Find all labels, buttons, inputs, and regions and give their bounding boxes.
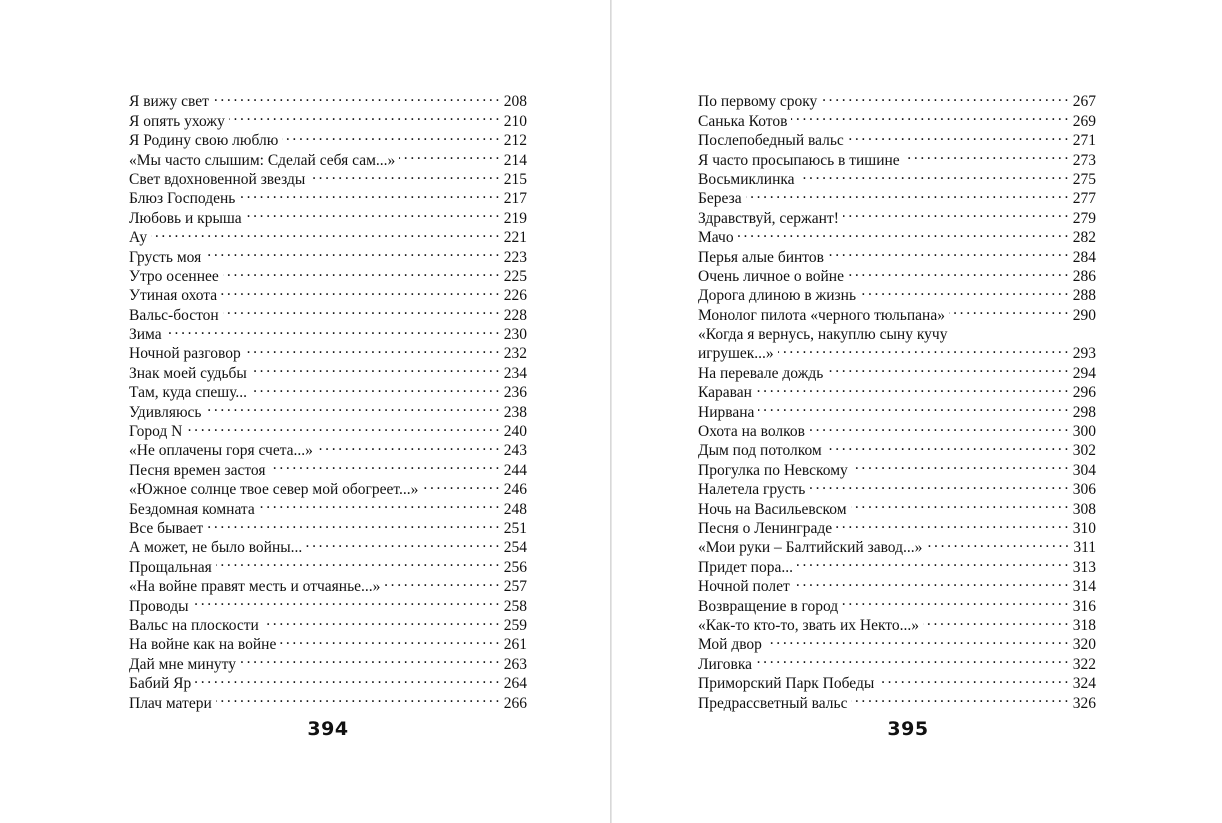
toc-entry (698, 242, 1096, 266)
toc-entry-title: Ночной полет (698, 578, 790, 596)
toc-entry-page: 324 (1072, 675, 1096, 693)
dot-leader (422, 475, 498, 494)
toc-entry-page: 314 (1072, 578, 1096, 596)
toc-entry-title: На перевале дождь (698, 364, 824, 382)
toc-entry-title: «Не оплачены горя счета...» (129, 442, 313, 460)
toc-entry-page: 228 (503, 306, 527, 324)
dot-leader (878, 669, 1067, 688)
dot-leader (949, 300, 1068, 319)
dot-leader (826, 436, 1068, 455)
toc-entry-title: Утро осеннее (129, 267, 219, 285)
toc-entry-title: Очень личное о войне (698, 267, 844, 285)
dot-leader (799, 165, 1068, 184)
dot-leader (263, 611, 499, 630)
toc-entry-page: 258 (503, 597, 527, 615)
toc-entry-title: Любовь и крыша (129, 209, 242, 227)
toc-entry-page: 240 (503, 423, 527, 441)
dot-leader (738, 223, 1068, 242)
toc-entry-page: 298 (1072, 403, 1096, 421)
toc-entry-title: Нирвана (698, 403, 755, 421)
dot-leader (306, 533, 498, 552)
toc-entry (698, 669, 1096, 693)
toc-entry-title: Ночной разговор (129, 345, 241, 363)
toc-entry-title: Песня времен застоя (129, 461, 266, 479)
toc-entry-page: 275 (1072, 170, 1096, 188)
dot-leader (246, 203, 499, 222)
toc-entry-title: Утиная охота (129, 287, 218, 305)
toc-entry (698, 184, 1096, 208)
toc-entry-title: Грусть моя (129, 248, 202, 266)
toc-entry-page: 300 (1072, 423, 1096, 441)
toc-entry-page: 267 (1072, 93, 1096, 111)
right-page (611, 0, 1222, 823)
dot-leader (223, 300, 499, 319)
page-number-left: 394 (307, 718, 349, 740)
dot-leader (851, 688, 1067, 707)
dot-leader (923, 611, 1068, 630)
dot-leader (848, 126, 1068, 145)
toc-entry-title: «Южное солнце твое север мой обогреет...» (129, 481, 419, 499)
dot-leader (836, 514, 1068, 533)
toc-entry-title: «Мы часто слышим: Сделай себя сам...» (129, 151, 396, 169)
toc-entry-page: 308 (1072, 500, 1096, 518)
dot-leader (259, 494, 499, 513)
toc-entry-page: 248 (503, 500, 527, 518)
toc-entry-title: Все бывает (129, 519, 204, 537)
toc-entry-title: Послепобедный вальс (698, 132, 844, 150)
toc-entry-title: Я Родину свою люблю (129, 132, 279, 150)
toc-entry-title: Ау (129, 229, 148, 247)
toc-entry-title: Бабий Яр (129, 675, 192, 693)
toc-entry-title: Вальс-бостон (129, 306, 219, 324)
dot-leader (758, 397, 1067, 416)
toc-entry-title: «Как-то кто-то, звать их Некто...» (698, 616, 919, 634)
dot-leader (186, 417, 498, 436)
toc-entry-page: 254 (503, 539, 527, 557)
dot-leader (280, 630, 498, 649)
toc-entry-page: 293 (1072, 345, 1096, 363)
dot-leader (166, 320, 499, 339)
dot-leader (828, 242, 1068, 261)
toc-entry-title: Блюз Господень (129, 190, 236, 208)
toc-entry-page: 259 (503, 616, 527, 634)
dot-leader (282, 126, 498, 145)
dot-leader (951, 320, 1091, 339)
toc-entry-page: 257 (503, 578, 527, 596)
toc-entry-page: 322 (1072, 655, 1096, 673)
dot-leader (809, 417, 1068, 436)
toc-entry-page: 230 (503, 326, 527, 344)
toc-entry-page: 238 (503, 403, 527, 421)
dot-leader (251, 358, 499, 377)
toc-entry-title: «Мои руки – Балтийский завод...» (698, 539, 923, 557)
toc-entry-page: 290 (1072, 306, 1096, 324)
toc-entry-title: Мой двор (698, 636, 762, 654)
toc-entry-title: Плач матери (129, 694, 212, 712)
toc-entry-page: 310 (1072, 519, 1096, 537)
dot-leader (195, 669, 499, 688)
toc-entry-title: Береза (698, 190, 742, 208)
toc-entry-title: Прогулка по Невскому (698, 461, 848, 479)
toc-entry-page: 306 (1072, 481, 1096, 499)
toc-entry-title: Бездомная комната (129, 500, 255, 518)
toc-entry-title: Восьмиклинка (698, 170, 795, 188)
toc-list-left (129, 87, 527, 712)
toc-entry-page: 208 (503, 93, 527, 111)
toc-entry-page: 318 (1072, 616, 1096, 634)
dot-leader (852, 455, 1068, 474)
toc-entry (129, 320, 527, 344)
toc-entry (698, 203, 1096, 227)
dot-leader (317, 436, 499, 455)
toc-entry-page: 269 (1072, 112, 1096, 130)
toc-entry-page: 264 (503, 675, 527, 693)
dot-leader (843, 203, 1068, 222)
toc-entry-page: 282 (1072, 229, 1096, 247)
toc-entry-title: Город N (129, 423, 183, 441)
toc-entry-title: Ночь на Васильевском (698, 500, 847, 518)
toc-entry-page: 246 (503, 481, 527, 499)
toc-entry-page: 212 (503, 132, 527, 150)
toc-entry-page: 266 (503, 694, 527, 712)
toc-entry-page: 217 (503, 190, 527, 208)
toc-entry-page: 304 (1072, 461, 1096, 479)
toc-entry (129, 242, 527, 266)
toc-entry-title: Песня о Ленинграде (698, 519, 833, 537)
toc-entry-page: 294 (1072, 364, 1096, 382)
toc-entry-title: Дорога длиною в жизнь (698, 287, 857, 305)
dot-leader (926, 533, 1068, 552)
dot-leader (206, 397, 499, 416)
dot-leader (309, 165, 498, 184)
dot-leader (778, 339, 1068, 358)
dot-leader (766, 630, 1068, 649)
dot-leader (223, 262, 499, 281)
toc-entry-title: А может, не было войны... (129, 539, 303, 557)
toc-entry-title: «Когда я вернусь, накуплю сыну кучу (698, 326, 948, 344)
dot-leader (251, 378, 499, 397)
dot-leader (205, 242, 498, 261)
toc-entry (698, 649, 1096, 673)
toc-entry-title: Я часто просыпаюсь в тишине (698, 151, 900, 169)
dot-leader (821, 87, 1067, 106)
toc-entry-page: 263 (503, 655, 527, 673)
toc-entry-page: 326 (1072, 694, 1096, 712)
toc-entry (129, 87, 527, 111)
toc-entry-title: Мачо (698, 229, 734, 247)
dot-leader (229, 106, 499, 125)
dot-leader (756, 378, 1068, 397)
toc-list-right (698, 87, 1096, 712)
dot-leader (193, 591, 499, 610)
dot-leader (756, 649, 1068, 668)
toc-entry (129, 417, 527, 441)
toc-entry-title: Дым под потолком (698, 442, 822, 460)
dot-leader (809, 475, 1067, 494)
toc-entry-page: 232 (503, 345, 527, 363)
toc-entry (698, 87, 1096, 111)
dot-leader (221, 281, 499, 300)
dot-leader (791, 106, 1067, 125)
toc-entry (698, 378, 1096, 402)
toc-entry-title: Придет пора... (698, 558, 793, 576)
toc-entry-page: 214 (503, 151, 527, 169)
dot-leader (245, 339, 499, 358)
toc-entry-page: 320 (1072, 636, 1096, 654)
toc-entry-title: Лиговка (698, 655, 753, 673)
toc-entry-title: По первому сроку (698, 93, 818, 111)
toc-entry-title: Караван (698, 384, 752, 402)
dot-leader (848, 262, 1068, 281)
toc-entry-title: игрушек...» (698, 345, 774, 363)
toc-entry-page: 219 (503, 209, 527, 227)
toc-entry-page: 271 (1072, 132, 1096, 150)
toc-entry (129, 436, 527, 460)
toc-entry-page: 284 (1072, 248, 1096, 266)
toc-entry-page: 296 (1072, 384, 1096, 402)
toc-entry-title: Охота на волков (698, 423, 805, 441)
dot-leader (746, 184, 1068, 203)
toc-entry-title: Приморский Парк Победы (698, 675, 875, 693)
toc-entry-title: Удивляюсь (129, 403, 202, 421)
dot-leader (239, 184, 498, 203)
toc-entry-title: Налетела грусть (698, 481, 806, 499)
toc-entry-title: Возвращение в город (698, 597, 839, 615)
toc-entry-page: 226 (503, 287, 527, 305)
toc-entry-page: 256 (503, 558, 527, 576)
toc-entry-page: 236 (503, 384, 527, 402)
toc-entry-title: Монолог пилота «черного тюльпана» (698, 306, 945, 324)
dot-leader (399, 145, 498, 164)
toc-entry (129, 223, 527, 247)
toc-entry-title: Санька Котов (698, 112, 788, 130)
toc-entry-page: 234 (503, 364, 527, 382)
toc-entry-title: Я вижу свет (129, 93, 209, 111)
toc-entry-page: 221 (503, 229, 527, 247)
toc-entry-title: Вальс на плоскости (129, 616, 259, 634)
toc-entry-title: Свет вдохновенной звезды (129, 170, 306, 188)
toc-entry-page: 302 (1072, 442, 1096, 460)
dot-leader (860, 281, 1068, 300)
page-number-right: 395 (887, 718, 929, 740)
toc-entry-page: 225 (503, 267, 527, 285)
toc-entry-page: 251 (503, 519, 527, 537)
toc-entry-title: Там, куда спешу... (129, 384, 248, 402)
dot-leader (240, 649, 499, 668)
toc-entry-page: 244 (503, 461, 527, 479)
toc-entry-page: 210 (503, 112, 527, 130)
toc-entry-page: 279 (1072, 209, 1096, 227)
toc-entry (129, 339, 527, 363)
toc-entry-title: Прощальная (129, 558, 212, 576)
dot-leader (216, 688, 499, 707)
toc-entry-title: Знак моей судьбы (129, 364, 247, 382)
toc-entry-page: 273 (1072, 151, 1096, 169)
dot-leader (904, 145, 1068, 164)
toc-entry-page: 261 (503, 636, 527, 654)
toc-entry-title: Зима (129, 326, 162, 344)
toc-entry-title: Перья алые бинтов (698, 248, 824, 266)
toc-entry-title: «На войне правят месть и отчаянье...» (129, 578, 381, 596)
toc-entry-title: Дай мне минуту (129, 655, 236, 673)
dot-leader (797, 552, 1068, 571)
toc-entry-page: 223 (503, 248, 527, 266)
toc-entry-page: 243 (503, 442, 527, 460)
toc-entry-title: На войне как на войне (129, 636, 277, 654)
dot-leader (207, 514, 499, 533)
toc-entry-page: 286 (1072, 267, 1096, 285)
dot-leader (794, 572, 1068, 591)
toc-entry-page: 277 (1072, 190, 1096, 208)
toc-entry-title: Предрассветный вальс (698, 694, 848, 712)
toc-entry-title: Проводы (129, 597, 189, 615)
toc-entry-page: 316 (1072, 597, 1096, 615)
toc-entry-page: 311 (1073, 539, 1096, 557)
dot-leader (269, 455, 498, 474)
dot-leader (151, 223, 499, 242)
toc-entry-title: Здравствуй, сержант! (698, 209, 839, 227)
toc-entry (698, 397, 1096, 421)
dot-leader (384, 572, 498, 591)
dot-leader (842, 591, 1068, 610)
dot-leader (827, 358, 1067, 377)
toc-entry-page: 288 (1072, 287, 1096, 305)
toc-entry-title: Я опять ухожу (129, 112, 225, 130)
dot-leader (851, 494, 1068, 513)
toc-entry (698, 223, 1096, 247)
toc-entry-page: 215 (503, 170, 527, 188)
dot-leader (213, 87, 499, 106)
toc-entry-page: 313 (1072, 558, 1096, 576)
dot-leader (216, 552, 499, 571)
